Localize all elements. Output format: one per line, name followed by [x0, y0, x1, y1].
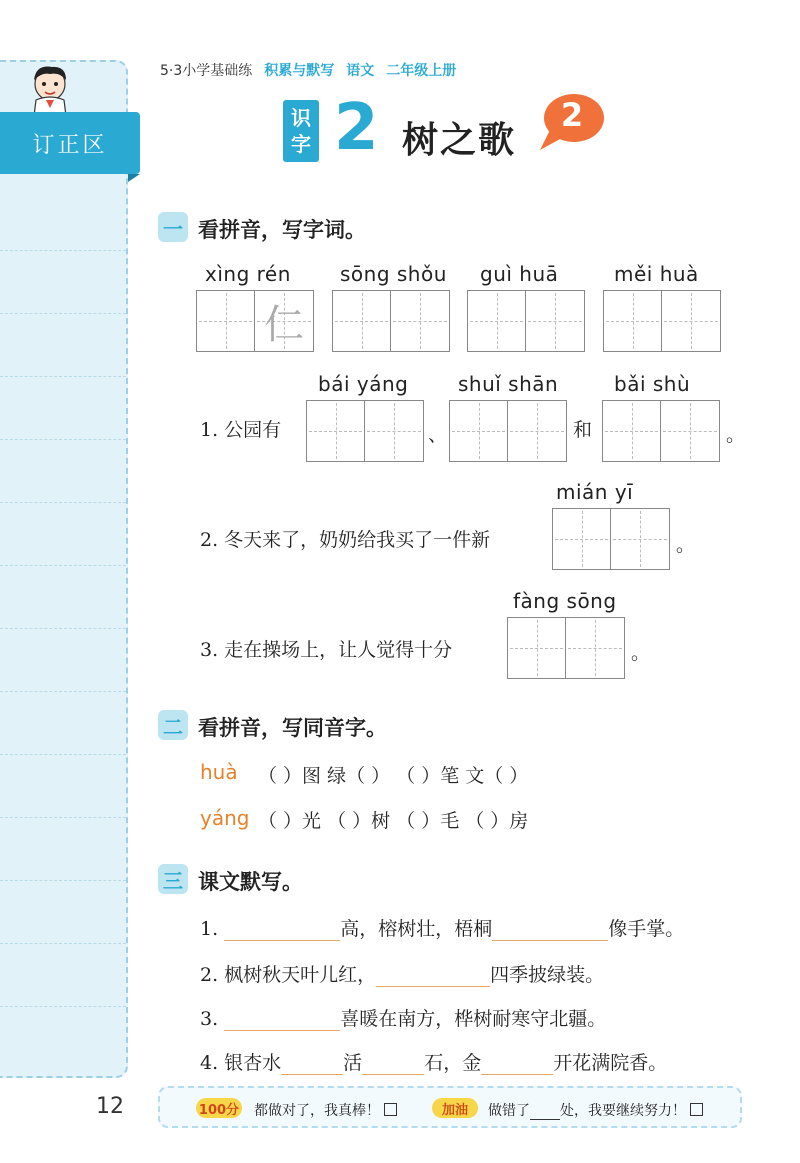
- correction-line: [0, 565, 126, 566]
- mistakes-checkbox[interactable]: [690, 1103, 703, 1116]
- lesson-type-top: 识: [291, 106, 311, 130]
- grid-cell[interactable]: [508, 618, 566, 678]
- correction-line: [0, 754, 126, 755]
- mistakes-text: [488, 1100, 703, 1120]
- grid-cell[interactable]: [365, 401, 423, 461]
- grid-cell[interactable]: [508, 401, 566, 461]
- recite-line-1-b: 像手掌。: [608, 918, 685, 940]
- grid-cell[interactable]: [391, 291, 449, 351]
- q2-pinyin: mián yī: [556, 480, 634, 504]
- word-4-pinyin: měi huà: [614, 262, 699, 286]
- grid-cell[interactable]: [333, 291, 391, 351]
- correction-line: [0, 943, 126, 944]
- q3-pinyin: fàng sōng: [513, 589, 617, 613]
- correction-line: [0, 313, 126, 314]
- homophone-2-row[interactable]: （ ）光 （ ）树 （ ）毛 （ ）房: [258, 810, 529, 832]
- q1-grid-1[interactable]: [306, 400, 424, 462]
- grid-cell[interactable]: [255, 291, 313, 351]
- series-name: 5·3小学基础练: [160, 63, 253, 79]
- correction-line: [0, 250, 126, 251]
- correction-area: [0, 60, 128, 1078]
- recite-line-3-a: 喜暖在南方，桦树耐寒守北疆。: [340, 1008, 607, 1030]
- word-1-pinyin: xìng rén: [205, 262, 291, 286]
- q3-grid[interactable]: [507, 617, 625, 679]
- correction-line: [0, 691, 126, 692]
- recite-line-4: [200, 1048, 667, 1075]
- q2-prefix: 2. 冬天来了，奶奶给我买了一件新: [200, 529, 491, 551]
- q2-grid[interactable]: [552, 508, 670, 570]
- q3-prefix: 3. 走在操场上，让人觉得十分: [200, 639, 453, 661]
- grid-cell[interactable]: [526, 291, 584, 351]
- correction-line: [0, 628, 126, 629]
- q1-end: 。: [726, 424, 746, 446]
- recite-line-4-a: 4. 银杏水: [200, 1052, 282, 1074]
- answer-blank[interactable]: [224, 1008, 340, 1031]
- correction-line: [0, 439, 126, 440]
- word-3-pinyin: guì huā: [480, 262, 559, 286]
- recite-line-4-b: 活: [343, 1052, 363, 1074]
- answer-blank[interactable]: [376, 964, 490, 987]
- grid-cell[interactable]: [197, 291, 255, 351]
- correction-line: [0, 376, 126, 377]
- grid-cell[interactable]: [468, 291, 526, 351]
- correction-line: [0, 817, 126, 818]
- grade-name: 二年级上册: [386, 63, 457, 79]
- praise-label: 都做对了，我真棒！: [254, 1103, 380, 1119]
- word-1-grid[interactable]: [196, 290, 314, 352]
- grid-cell[interactable]: [553, 509, 611, 569]
- q3-end: 。: [631, 642, 651, 664]
- correction-line: [0, 880, 126, 881]
- mistakes-label-b: 处，我要继续努力！: [560, 1103, 686, 1119]
- lesson-type-bottom: 字: [291, 132, 311, 156]
- grid-cell[interactable]: [611, 509, 669, 569]
- section-3-title: 课文默写。: [198, 870, 303, 894]
- subseries-name: 积累与默写: [264, 63, 335, 79]
- recite-line-1: [200, 914, 684, 941]
- q1-pinyin-1: bái yáng: [318, 372, 409, 396]
- recite-line-4-d: 开花满院香。: [553, 1052, 668, 1074]
- grid-cell[interactable]: [307, 401, 365, 461]
- recite-line-3-number: 3.: [200, 1008, 219, 1030]
- homophone-2-pinyin: yáng: [200, 806, 250, 830]
- recite-line-2-b: 四季披绿装。: [490, 964, 605, 986]
- recite-line-2: [200, 960, 604, 987]
- section-2-title: 看拼音，写同音字。: [198, 716, 387, 740]
- word-2-grid[interactable]: [332, 290, 450, 352]
- word-2-pinyin: sōng shǒu: [340, 262, 447, 286]
- recite-line-1-number: 1.: [200, 918, 219, 940]
- recite-line-2-a: 2. 枫树秋天叶儿红，: [200, 964, 377, 986]
- grid-cell[interactable]: [661, 401, 719, 461]
- lesson-title: 树之歌: [402, 120, 517, 161]
- tab-fold: [128, 174, 140, 182]
- recite-line-4-c: 石，金: [424, 1052, 482, 1074]
- praise-text: [254, 1100, 397, 1120]
- lesson-part-number: 2: [560, 96, 584, 134]
- lesson-type-badge: [283, 100, 319, 162]
- grid-cell[interactable]: [604, 291, 662, 351]
- cheer-badge: 加油: [432, 1098, 478, 1118]
- q1-pinyin-2: shuǐ shān: [458, 372, 559, 396]
- recite-line-3: [200, 1004, 606, 1031]
- word-3-grid[interactable]: [467, 290, 585, 352]
- homophone-1-pinyin: huà: [200, 760, 238, 784]
- recite-line-1-a: 高，榕树壮，梧桐: [340, 918, 493, 940]
- q1-grid-2[interactable]: [449, 400, 567, 462]
- praise-checkbox[interactable]: [384, 1103, 397, 1116]
- answer-blank[interactable]: [362, 1052, 424, 1075]
- answer-blank[interactable]: [281, 1052, 343, 1075]
- correction-tab: 订正区: [0, 112, 140, 174]
- answer-blank[interactable]: [224, 918, 340, 941]
- section-1-badge: 一: [158, 212, 188, 242]
- mistakes-label-a: 做错了: [488, 1103, 530, 1119]
- lesson-number: 2: [334, 91, 379, 165]
- mistake-count-blank[interactable]: [530, 1104, 560, 1120]
- page-number: 12: [96, 1094, 124, 1119]
- subject-name: 语文: [346, 63, 375, 79]
- book-series-header: [160, 60, 456, 80]
- section-1-title: 看拼音，写字词。: [198, 218, 366, 242]
- grid-cell[interactable]: [662, 291, 720, 351]
- sample-character: 仁: [264, 301, 304, 348]
- section-2-badge: 二: [158, 710, 188, 740]
- boy-mascot-icon: [22, 62, 78, 116]
- word-4-grid[interactable]: [603, 290, 721, 352]
- homophone-1-row[interactable]: （ ）图 绿（ ） （ ）笔 文（ ）: [258, 765, 529, 787]
- section-3-badge: 三: [158, 864, 188, 894]
- grid-cell[interactable]: [603, 401, 661, 461]
- q1-prefix: 1. 公园有: [200, 419, 282, 441]
- q2-end: 。: [676, 534, 696, 556]
- score-badge: 100分: [196, 1098, 242, 1118]
- grid-cell[interactable]: [566, 618, 624, 678]
- correction-line: [0, 502, 126, 503]
- q1-separator-1: 、: [428, 424, 448, 446]
- grid-cell[interactable]: [450, 401, 508, 461]
- q1-pinyin-3: bǎi shù: [614, 372, 691, 396]
- correction-line: [0, 1006, 126, 1007]
- q1-separator-2: 和: [573, 419, 593, 441]
- answer-blank[interactable]: [492, 918, 608, 941]
- answer-blank[interactable]: [481, 1052, 553, 1075]
- q1-grid-3[interactable]: [602, 400, 720, 462]
